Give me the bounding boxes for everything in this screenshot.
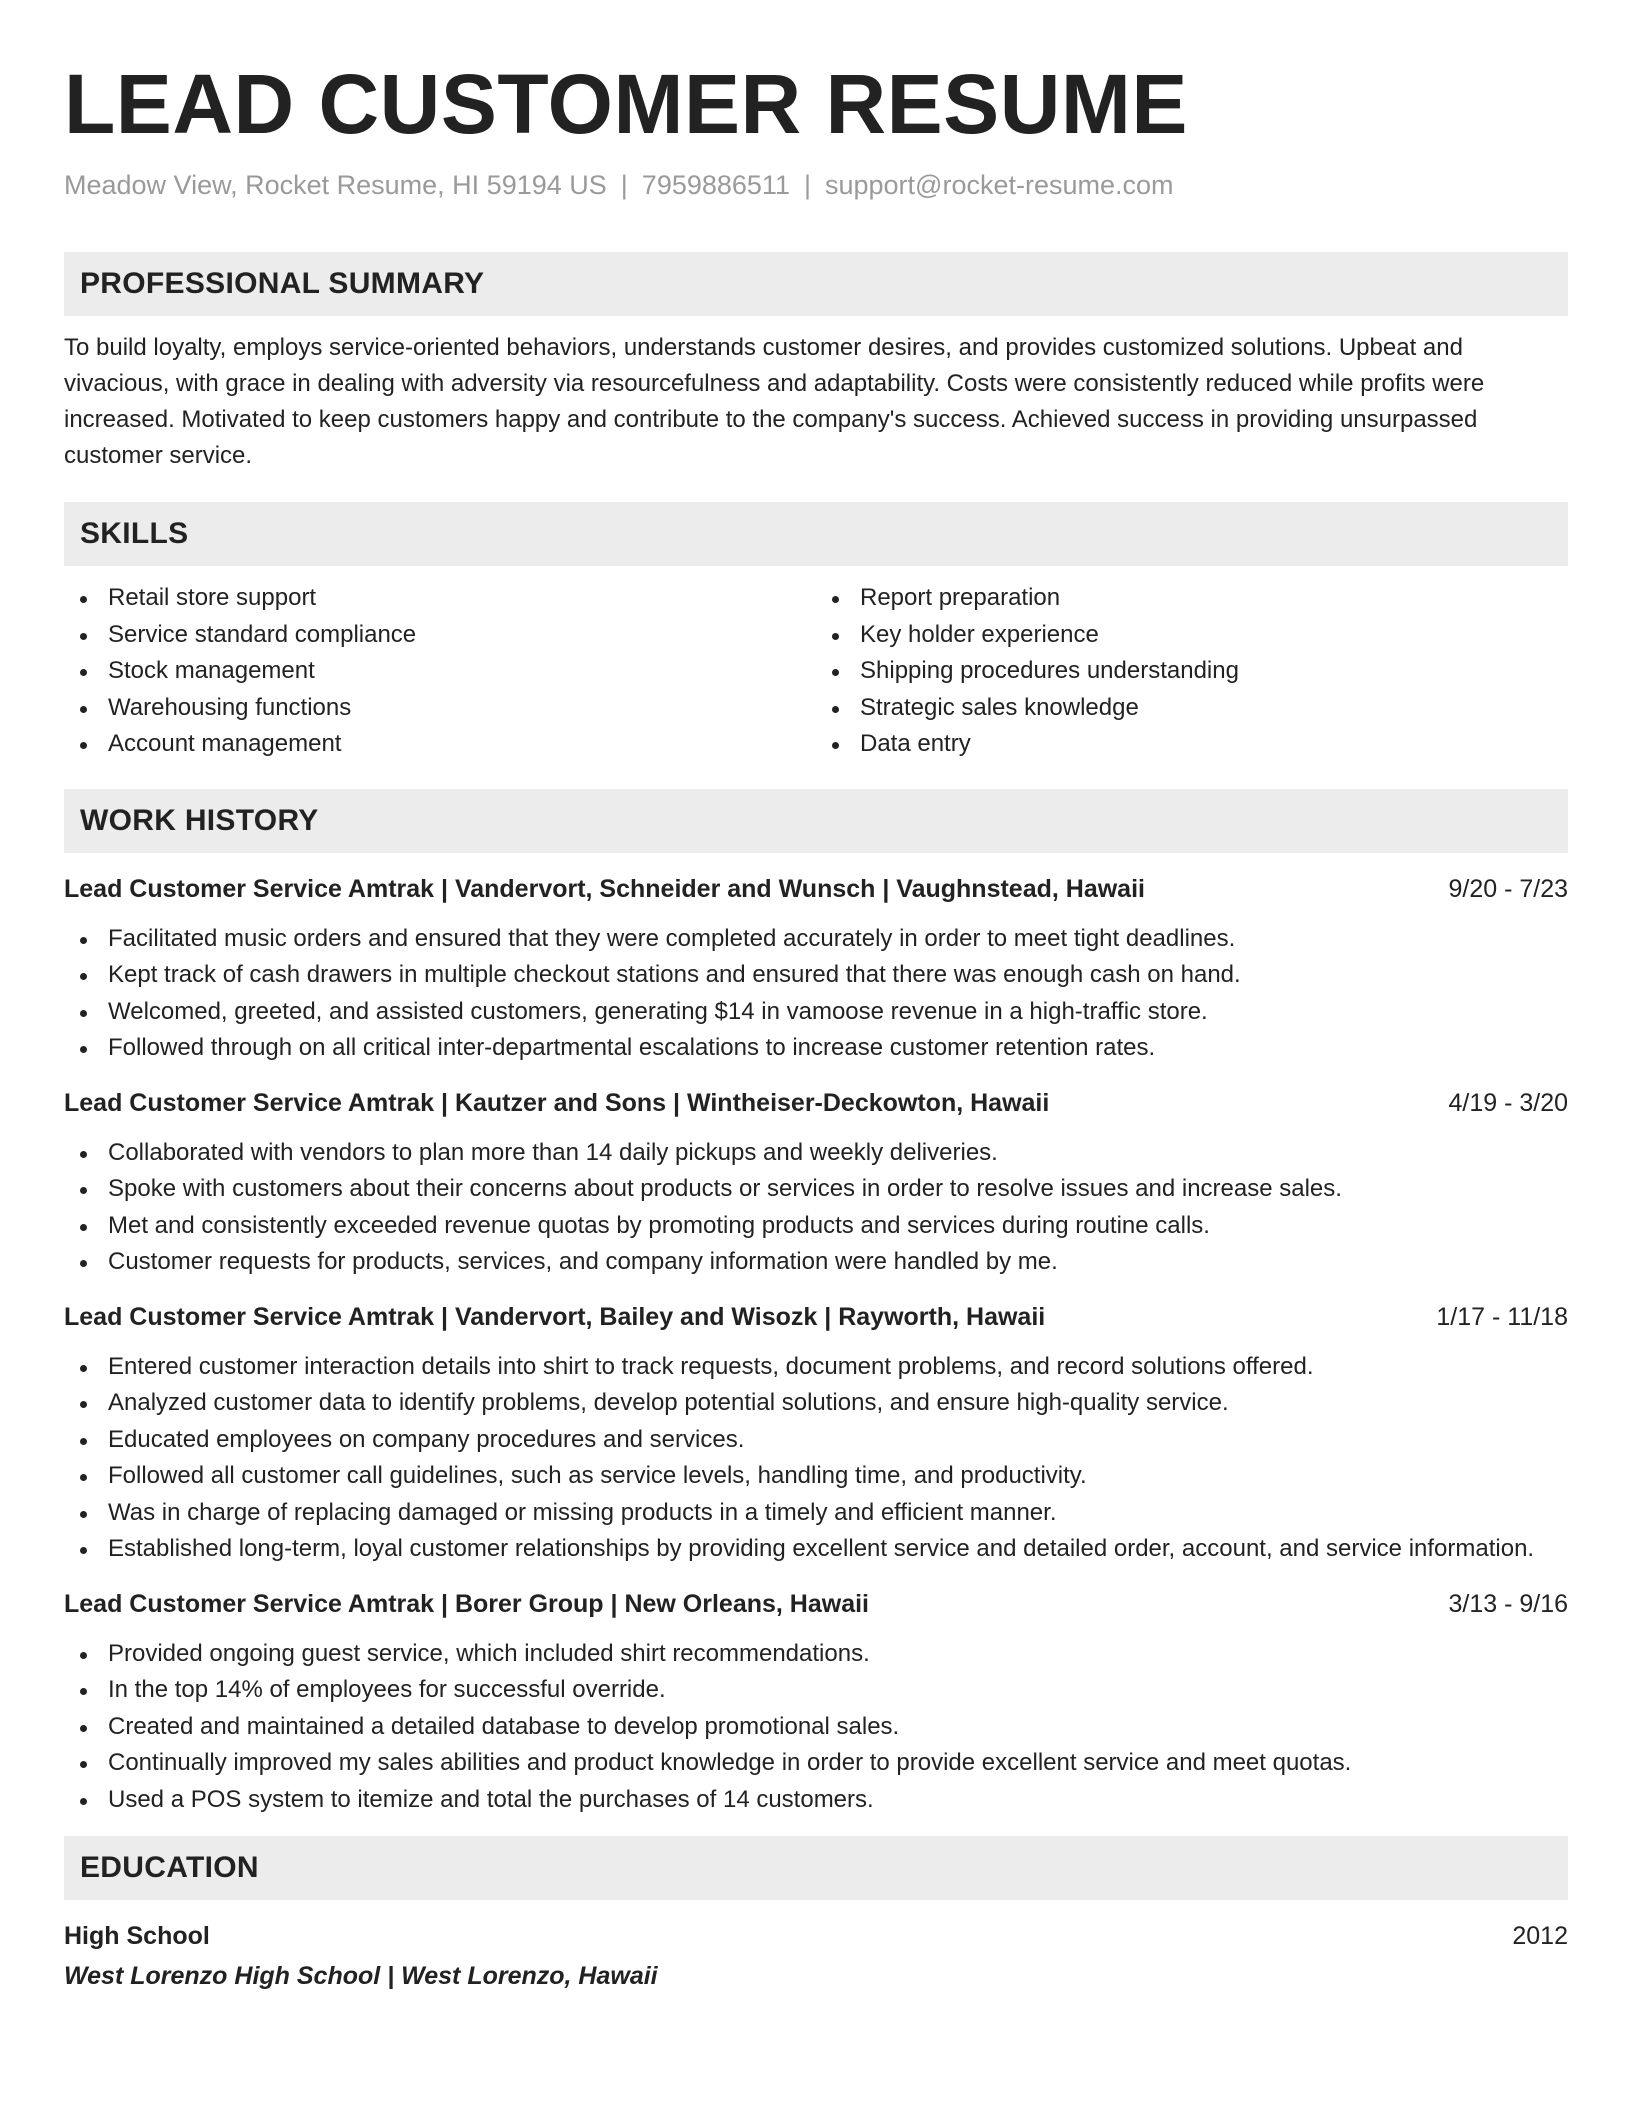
job-entry — [64, 871, 1568, 1067]
contact-line — [64, 168, 1568, 202]
job-dates: 4/19 - 3/20 — [1448, 1088, 1568, 1117]
job-bullet: Provided ongoing guest service, which included shirt recommendations. — [64, 1636, 1568, 1673]
job-bullet: Was in charge of replacing damaged or missing products in a timely and efficient manner. — [64, 1495, 1568, 1532]
job-heading — [64, 1586, 1568, 1622]
job-bullet: Spoke with customers about their concerns about products or services in order to resolve issues and increase sales. — [64, 1171, 1568, 1208]
education-degree: High School — [64, 1922, 210, 1950]
job-bullet: Established long-term, loyal customer relationships by providing excellent service and detailed order, account, and service information. — [64, 1531, 1568, 1568]
job-bullet: Followed all customer call guidelines, such as service levels, handling time, and productivity. — [64, 1458, 1568, 1495]
job-dates: 9/20 - 7/23 — [1448, 874, 1568, 903]
skill-item: Key holder experience — [816, 617, 1568, 654]
skills-right-column — [816, 580, 1568, 763]
education-entry — [64, 1918, 1568, 1994]
job-bullet: Facilitated music orders and ensured that they were completed accurately in order to meet tight deadlines. — [64, 921, 1568, 958]
job-bullet: Welcomed, greeted, and assisted customers, generating $14 in vamoose revenue in a high-traffic store. — [64, 994, 1568, 1031]
summary-text: To build loyalty, employs service-oriented behaviors, understands customer desires, and provides customized solutions. Upbeat and vivacious, with grace in dealing with adversity via resourcefulness and adaptability. Costs were consistently reduced while profits were increased. Motivated to keep customers happy and contribute to the company's success. Achieved success in providing unsurpassed customer service. — [64, 334, 1485, 469]
skills-header: SKILLS — [64, 502, 1568, 566]
summary-section — [64, 252, 1568, 474]
job-bullets — [64, 1636, 1568, 1819]
contact-separator: | — [803, 170, 811, 200]
education-header: EDUCATION — [64, 1836, 1568, 1900]
job-bullet: Analyzed customer data to identify problems, develop potential solutions, and ensure high-quality service. — [64, 1385, 1568, 1422]
job-bullet: Customer requests for products, services, and company information were handled by me. — [64, 1244, 1568, 1281]
work-history-section — [64, 789, 1568, 1819]
skill-item: Report preparation — [816, 580, 1568, 617]
skills-section — [64, 502, 1568, 763]
skill-item: Strategic sales knowledge — [816, 690, 1568, 727]
skill-item: Account management — [64, 726, 816, 763]
education-heading — [64, 1918, 1568, 1954]
job-bullet: Created and maintained a detailed database to develop promotional sales. — [64, 1709, 1568, 1746]
job-title: Lead Customer Service Amtrak | Vandervort, Schneider and Wunsch | Vaughnstead, Hawaii — [64, 874, 1145, 903]
job-entry — [64, 1085, 1568, 1281]
education-section — [64, 1836, 1568, 1994]
job-bullets — [64, 1135, 1568, 1281]
skill-item: Service standard compliance — [64, 617, 816, 654]
resume-title: LEAD CUSTOMER RESUME — [64, 57, 1188, 151]
job-bullets — [64, 1349, 1568, 1568]
education-school: West Lorenzo High School | West Lorenzo, Hawaii — [64, 1962, 658, 1990]
skills-left-column — [64, 580, 816, 763]
skill-item: Shipping procedures understanding — [816, 653, 1568, 690]
job-heading — [64, 871, 1568, 907]
skill-item: Stock management — [64, 653, 816, 690]
skill-item: Data entry — [816, 726, 1568, 763]
job-bullet: Entered customer interaction details into shirt to track requests, document problems, and record solutions offered. — [64, 1349, 1568, 1386]
job-entry — [64, 1586, 1568, 1819]
education-year: 2012 — [1512, 1922, 1568, 1950]
skills-columns — [64, 580, 1568, 763]
job-heading — [64, 1299, 1568, 1335]
job-bullet: Kept track of cash drawers in multiple checkout stations and ensured that there was enough cash on hand. — [64, 957, 1568, 994]
summary-header: PROFESSIONAL SUMMARY — [64, 252, 1568, 316]
contact-email: support@rocket-resume.com — [824, 170, 1174, 200]
job-bullet: Collaborated with vendors to plan more than 14 daily pickups and weekly deliveries. — [64, 1135, 1568, 1172]
job-bullet: Continually improved my sales abilities and product knowledge in order to provide excellent service and meet quotas. — [64, 1745, 1568, 1782]
job-bullet: Used a POS system to itemize and total the purchases of 14 customers. — [64, 1782, 1568, 1819]
job-title: Lead Customer Service Amtrak | Kautzer and Sons | Wintheiser-Deckowton, Hawaii — [64, 1088, 1050, 1117]
work-history-header: WORK HISTORY — [64, 789, 1568, 853]
job-entry — [64, 1299, 1568, 1568]
job-dates: 1/17 - 11/18 — [1436, 1302, 1568, 1331]
job-bullets — [64, 921, 1568, 1067]
job-title: Lead Customer Service Amtrak | Borer Group | New Orleans, Hawaii — [64, 1589, 869, 1618]
contact-address: Meadow View, Rocket Resume, HI 59194 US — [64, 170, 607, 200]
job-bullet: Educated employees on company procedures and services. — [64, 1422, 1568, 1459]
job-bullet: Followed through on all critical inter-departmental escalations to increase customer retention rates. — [64, 1030, 1568, 1067]
job-dates: 3/13 - 9/16 — [1448, 1589, 1568, 1618]
contact-separator: | — [620, 170, 628, 200]
job-title: Lead Customer Service Amtrak | Vandervort, Bailey and Wisozk | Rayworth, Hawaii — [64, 1302, 1046, 1331]
skill-item: Retail store support — [64, 580, 816, 617]
job-bullet: Met and consistently exceeded revenue quotas by promoting products and services during routine calls. — [64, 1208, 1568, 1245]
job-bullet: In the top 14% of employees for successful override. — [64, 1672, 1568, 1709]
skill-item: Warehousing functions — [64, 690, 816, 727]
job-heading — [64, 1085, 1568, 1121]
contact-phone: 7959886511 — [641, 170, 790, 200]
